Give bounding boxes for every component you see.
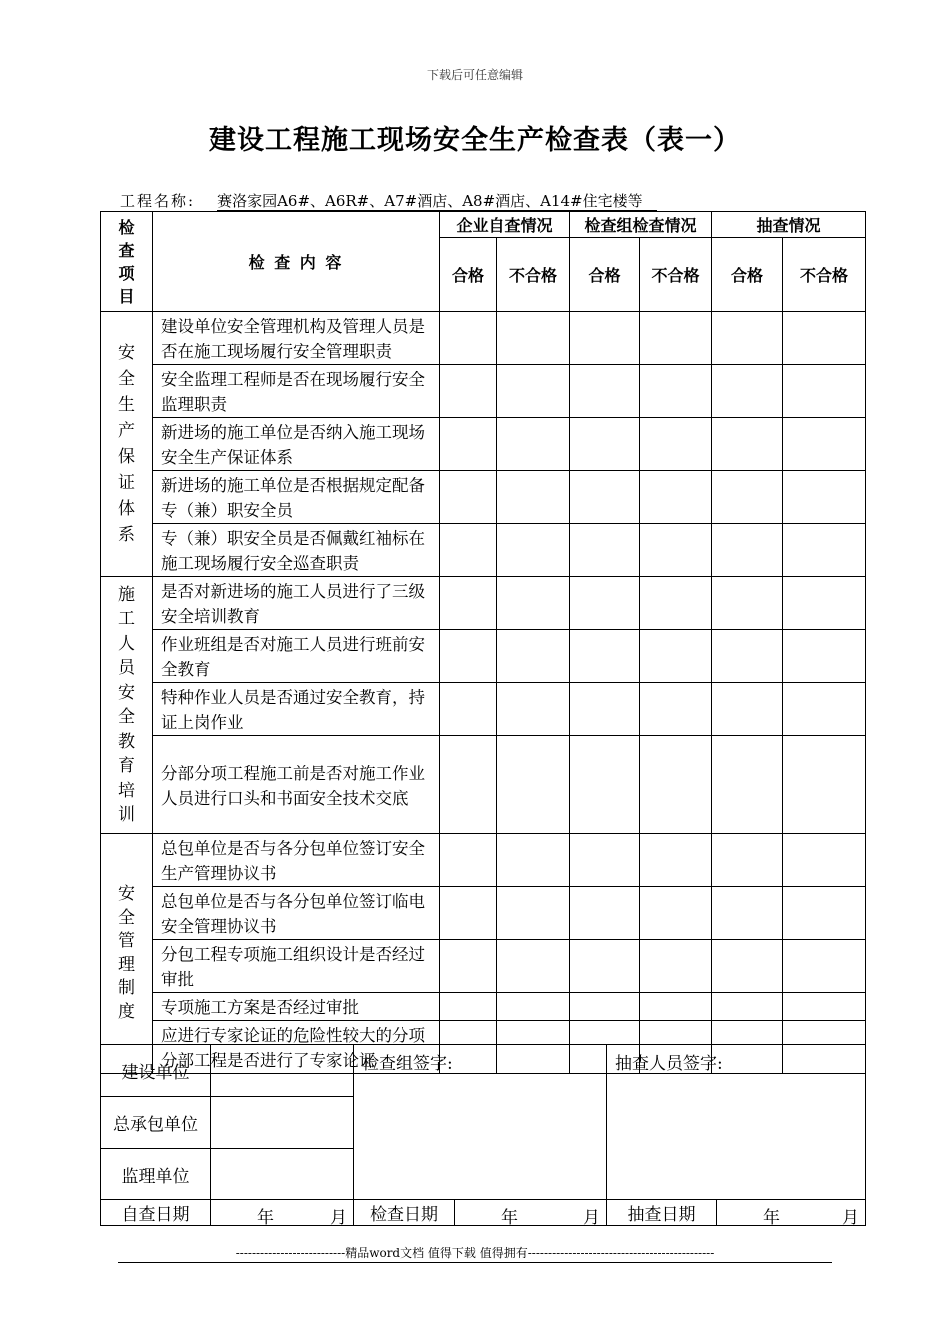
result-cell[interactable] (440, 365, 497, 418)
sub-header: 合格 (440, 238, 497, 312)
table-row (101, 418, 866, 471)
group-header: 企业自查情况 (440, 212, 570, 238)
check-item: 分部分项工程施工前是否对施工作业人员进行口头和书面安全技术交底 (153, 736, 440, 834)
result-cell[interactable] (497, 577, 570, 630)
table-row (101, 736, 866, 834)
result-cell[interactable] (783, 418, 866, 471)
result-cell[interactable] (497, 312, 570, 365)
result-cell[interactable] (570, 993, 640, 1021)
result-cell[interactable] (570, 365, 640, 418)
result-cell[interactable] (640, 418, 712, 471)
result-cell[interactable] (783, 834, 866, 887)
check-item: 专项施工方案是否经过审批 (153, 993, 440, 1021)
result-cell[interactable] (783, 312, 866, 365)
result-cell[interactable] (570, 940, 640, 993)
category-char: 体 (118, 499, 135, 519)
month-label: 月 (842, 1208, 860, 1228)
content-column-header: 检 查 内 容 (153, 212, 440, 312)
signature-table (100, 1044, 866, 1226)
result-cell[interactable] (570, 418, 640, 471)
category-char: 度 (118, 1001, 135, 1022)
category-char: 生 (118, 395, 135, 415)
result-cell[interactable] (712, 887, 783, 940)
category-char: 安 (118, 884, 135, 904)
result-cell[interactable] (570, 524, 640, 577)
table-row (101, 524, 866, 577)
result-cell[interactable] (783, 993, 866, 1021)
result-cell[interactable] (640, 940, 712, 993)
month-label: 月 (583, 1208, 601, 1228)
table-row (101, 940, 866, 993)
result-cell[interactable] (497, 887, 570, 940)
check-item: 作业班组是否对施工人员进行班前安全教育 (153, 630, 440, 683)
project-name: 赛洛家园A6#、A6R#、A7#酒店、A8#酒店、A14#住宅楼等 (217, 192, 657, 211)
result-cell[interactable] (640, 683, 712, 736)
result-cell[interactable] (783, 471, 866, 524)
result-cell[interactable] (570, 736, 640, 834)
result-cell[interactable] (712, 471, 783, 524)
result-cell[interactable] (497, 940, 570, 993)
check-item: 分包工程专项施工组织设计是否经过审批 (153, 940, 440, 993)
group-signature-box[interactable]: 检查组签字: (354, 1045, 607, 1200)
category-char: 系 (118, 525, 135, 545)
result-cell[interactable] (497, 630, 570, 683)
year-label: 年 (501, 1208, 518, 1228)
footer-text: ---------------------------精品word文档 值得下载 值得拥有---------------------------------------------- (235, 1246, 715, 1260)
result-cell[interactable] (570, 887, 640, 940)
result-cell[interactable] (440, 418, 497, 471)
sub-header: 合格 (570, 238, 640, 312)
result-cell[interactable] (783, 736, 866, 834)
result-cell[interactable] (497, 365, 570, 418)
result-cell[interactable] (570, 577, 640, 630)
category-char: 施 (118, 584, 135, 605)
result-cell[interactable] (440, 524, 497, 577)
result-cell[interactable] (783, 365, 866, 418)
category-char: 理 (118, 954, 135, 975)
category-char: 教 (118, 731, 135, 752)
item-header-char: 项 (118, 263, 135, 283)
result-cell[interactable] (570, 683, 640, 736)
result-cell[interactable] (712, 524, 783, 577)
unit-signature-box[interactable] (211, 1149, 354, 1200)
unit-label: 监理单位 (101, 1149, 211, 1200)
result-cell[interactable] (712, 365, 783, 418)
result-cell[interactable] (640, 524, 712, 577)
month-label: 月 (330, 1208, 347, 1228)
check-item: 总包单位是否与各分包单位签订安全生产管理协议书 (153, 834, 440, 887)
item-header-char: 检 (118, 217, 135, 237)
result-cell[interactable] (570, 630, 640, 683)
table-row (101, 577, 866, 630)
result-cell[interactable] (570, 471, 640, 524)
category-char: 全 (118, 369, 135, 389)
date-row (101, 1200, 866, 1226)
check-item: 安全监理工程师是否在现场履行安全监理职责 (153, 365, 440, 418)
result-cell[interactable] (570, 312, 640, 365)
result-cell[interactable] (640, 471, 712, 524)
group-header: 检查组检查情况 (570, 212, 712, 238)
item-column-header (101, 212, 153, 312)
table-row (101, 683, 866, 736)
category-cell (101, 312, 153, 577)
result-cell[interactable] (440, 940, 497, 993)
table-row (101, 993, 866, 1021)
table-row (101, 471, 866, 524)
result-cell[interactable] (440, 993, 497, 1021)
sub-header: 不合格 (640, 238, 712, 312)
category-cell (101, 577, 153, 834)
result-cell[interactable] (712, 312, 783, 365)
category-char: 管 (118, 931, 135, 951)
result-cell[interactable] (712, 683, 783, 736)
result-cell[interactable] (783, 683, 866, 736)
category-char: 员 (118, 658, 135, 678)
result-cell[interactable] (640, 993, 712, 1021)
result-cell[interactable] (640, 630, 712, 683)
result-cell[interactable] (640, 365, 712, 418)
result-cell[interactable] (783, 577, 866, 630)
result-cell[interactable] (640, 577, 712, 630)
group-header: 抽查情况 (712, 212, 866, 238)
result-cell[interactable] (640, 736, 712, 834)
check-item: 总包单位是否与各分包单位签订临电安全管理协议书 (153, 887, 440, 940)
sign-row (101, 1045, 866, 1097)
category-char: 证 (118, 473, 135, 493)
category-char: 制 (118, 978, 135, 998)
table-row (101, 834, 866, 887)
category-char: 全 (118, 707, 135, 727)
result-cell[interactable] (712, 834, 783, 887)
category-char: 产 (118, 421, 135, 441)
result-cell[interactable] (640, 834, 712, 887)
check-item: 建设单位安全管理机构及管理人员是否在施工现场履行安全管理职责 (153, 312, 440, 365)
unit-label: 总承包单位 (101, 1097, 211, 1149)
result-cell[interactable] (497, 834, 570, 887)
result-cell[interactable] (712, 993, 783, 1021)
category-char: 训 (118, 805, 135, 825)
item-header-char: 查 (118, 240, 135, 260)
category-char: 培 (118, 780, 135, 801)
unit-signature-box[interactable] (211, 1045, 354, 1097)
sub-header: 合格 (712, 238, 783, 312)
category-char: 安 (118, 343, 135, 363)
sub-header: 不合格 (783, 238, 866, 312)
result-cell[interactable] (497, 736, 570, 834)
result-cell[interactable] (440, 312, 497, 365)
page-title: 建设工程施工现场安全生产检查表（表一） (209, 125, 741, 156)
inspection-table (100, 211, 866, 1074)
result-cell[interactable] (497, 524, 570, 577)
result-cell[interactable] (640, 887, 712, 940)
result-cell[interactable] (440, 834, 497, 887)
result-cell[interactable] (712, 577, 783, 630)
category-char: 人 (118, 633, 135, 654)
result-cell[interactable] (570, 834, 640, 887)
spot-signature-box[interactable]: 抽查人员签字: (607, 1045, 866, 1200)
top-note: 下载后可任意编辑 (426, 68, 523, 82)
spot-date-field[interactable] (717, 1200, 866, 1226)
result-cell[interactable] (497, 683, 570, 736)
year-label: 年 (763, 1208, 781, 1228)
result-cell[interactable] (497, 418, 570, 471)
footer-rule (118, 1262, 832, 1263)
table-row (101, 312, 866, 365)
check-item: 专（兼）职安全员是否佩戴红袖标在施工现场履行安全巡查职责 (153, 524, 440, 577)
result-cell[interactable] (783, 524, 866, 577)
unit-label: 建设单位 (101, 1045, 211, 1097)
category-char: 育 (118, 756, 135, 776)
category-char: 工 (118, 609, 135, 629)
result-cell[interactable] (440, 887, 497, 940)
spot-date-label: 抽查日期 (607, 1200, 717, 1226)
category-cell (101, 834, 153, 1074)
category-char: 安 (118, 682, 135, 703)
result-cell[interactable] (712, 736, 783, 834)
unit-signature-box[interactable] (211, 1097, 354, 1149)
result-cell[interactable] (440, 683, 497, 736)
table-row (101, 365, 866, 418)
table-row (101, 630, 866, 683)
self-date-field[interactable] (211, 1200, 354, 1226)
check-item: 新进场的施工单位是否纳入施工现场安全生产保证体系 (153, 418, 440, 471)
result-cell[interactable] (783, 887, 866, 940)
check-item: 应进行专家论证的危险性较大的分项分部工程是否进行了专家论证 (153, 1021, 440, 1074)
category-char: 全 (118, 907, 135, 928)
category-char: 保 (118, 447, 135, 467)
sub-header: 不合格 (497, 238, 570, 312)
check-item: 新进场的施工单位是否根据规定配备专（兼）职安全员 (153, 471, 440, 524)
project-label: 工程名称: (120, 192, 196, 210)
result-cell[interactable] (640, 312, 712, 365)
self-date-label: 自查日期 (101, 1200, 211, 1226)
result-cell[interactable] (440, 630, 497, 683)
check-item: 是否对新进场的施工人员进行了三级安全培训教育 (153, 577, 440, 630)
check-date-field[interactable] (455, 1200, 607, 1226)
result-cell[interactable] (783, 630, 866, 683)
result-cell[interactable] (440, 471, 497, 524)
header-row-1 (101, 212, 866, 238)
result-cell[interactable] (712, 940, 783, 993)
result-cell[interactable] (783, 940, 866, 993)
year-label: 年 (257, 1208, 274, 1228)
item-header-char: 目 (118, 286, 135, 306)
result-cell[interactable] (497, 993, 570, 1021)
result-cell[interactable] (712, 630, 783, 683)
check-date-label: 检查日期 (354, 1200, 455, 1226)
result-cell[interactable] (712, 418, 783, 471)
check-item: 特种作业人员是否通过安全教育，持证上岗作业 (153, 683, 440, 736)
result-cell[interactable] (440, 577, 497, 630)
result-cell[interactable] (497, 471, 570, 524)
result-cell[interactable] (440, 736, 497, 834)
project-line (120, 190, 657, 211)
table-row (101, 887, 866, 940)
